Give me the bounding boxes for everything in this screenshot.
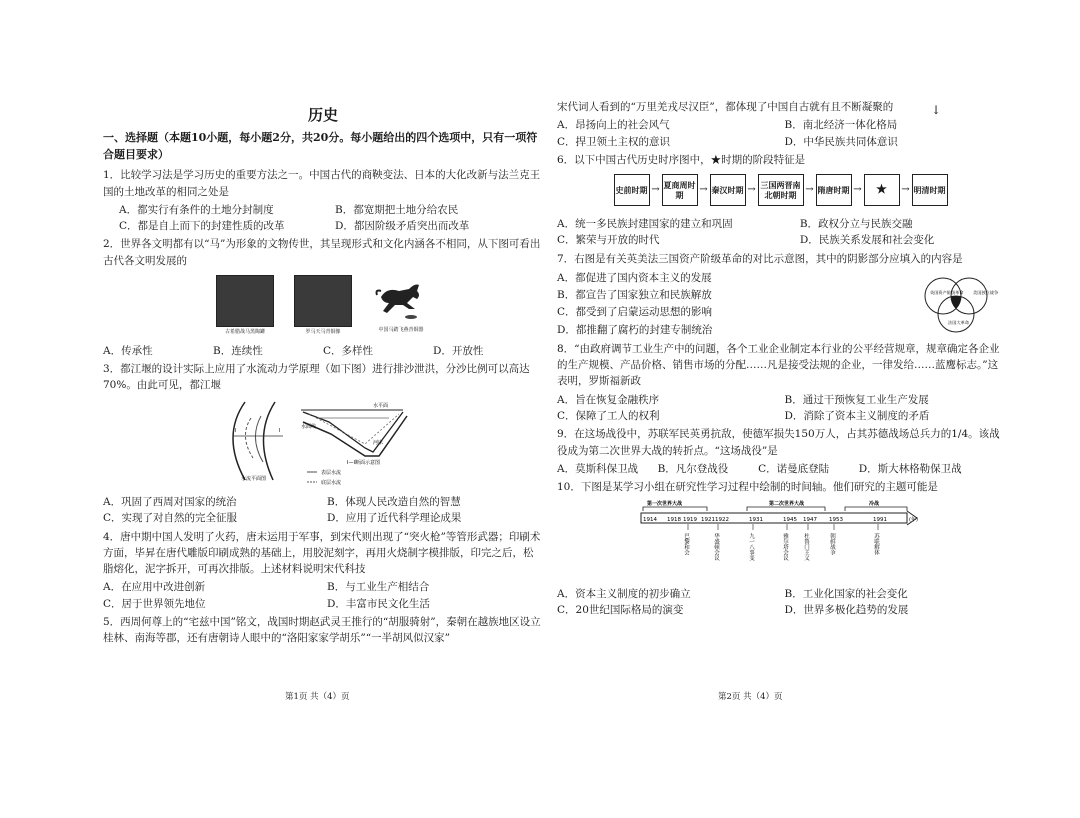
option-b: B．与工业生产相结合 [327, 581, 430, 594]
timeline-period: 三国两晋南北朝时期 [758, 174, 804, 206]
option-d: D．都因阶级矛盾突出而改革 [335, 220, 470, 233]
section-heading: 一、选择题（本题10小题，每小题2分，共20分。每小题给出的四个选项中，只有一项符合题目要求） [103, 131, 538, 162]
artifact-caption: 中国马踏飞燕青铜器 [378, 326, 424, 333]
plan-view-label: 水流平面图 [241, 475, 267, 482]
page-title: 历史 [307, 106, 338, 124]
section-label: I—I断面示意图 [347, 459, 380, 466]
question-4 [103, 529, 543, 612]
artifact-caption: 古希腊战马黑陶罐 [224, 328, 265, 335]
roman-horse-image [294, 275, 352, 327]
question-8 [557, 341, 1004, 424]
option-d: D．民族关系发展和社会变化 [799, 234, 935, 247]
option-a: A．巩固了西周对国家的统治 [103, 496, 237, 508]
timeline-period: 隋唐时期 [816, 174, 852, 206]
venn-label-france: 法国大革命 [947, 319, 969, 325]
question-10 [557, 479, 1004, 618]
option-d: D．中华民族共同体意识 [784, 135, 898, 148]
arrow-icon: → [699, 184, 708, 196]
option-c: C．诺曼底登陆 [758, 462, 830, 475]
option-a: A．传承性 [103, 344, 153, 357]
option-b: B．都宣告了国家独立和民族解放 [557, 289, 712, 302]
page-footer: 第1页 共（4）页 [285, 692, 350, 702]
river-bed-label: 河床 [373, 439, 384, 446]
event-label: 华盛顿会议 [713, 533, 719, 561]
water-surface-label: 水平面 [373, 402, 389, 409]
options [103, 343, 543, 359]
venn-label-usa: 美国独立战争 [972, 289, 998, 295]
option-b: B．连续性 [213, 344, 263, 357]
question-2 [103, 236, 543, 359]
horse-icon [373, 275, 429, 325]
option-b: B．体现人民改造自然的智慧 [327, 496, 461, 508]
question-5-continued: 宋代词人看到的“万里羌戎尽汉臣”，都体现了中国自古就有且不断凝聚的 [557, 101, 894, 113]
option-b: B．通过干预恢复工业生产发展 [784, 393, 929, 406]
option-c: C．20世纪国际格局的演变 [557, 603, 684, 616]
year-label: 1914 [643, 517, 657, 524]
question-stem: 2．世界各文明都有以“马”为形象的文物传世，其呈现形式和文化内涵各不相同，从下图可看出古代各文明发展的 [103, 238, 541, 267]
option-a: A．旨在恢复金融秩序 [557, 393, 660, 406]
artifact-figure [369, 275, 433, 335]
option-b: B．工业化国家的社会变化 [784, 587, 908, 600]
year-label: 1921 [701, 517, 715, 524]
option-a: A．都促进了国内资本主义的发展 [557, 271, 712, 284]
option-d: D．应用了近代科学理论成果 [327, 512, 462, 525]
option-a: A．在应用中改进创新 [103, 581, 206, 594]
option-c: C．居于世界领先地位 [103, 597, 206, 610]
option-d: D．开放性 [433, 344, 484, 357]
question-stem: 9．在这场战役中，苏联军民英勇抗敌，使德军损失150万人，占其苏德战场总兵力的1/4。该战役成为第二次世界大战的转折点。“这场战役”是 [557, 428, 1000, 457]
option-c: C．繁荣与开放的时代 [557, 234, 660, 247]
option-d: D．斯大林格勒保卫战 [858, 462, 962, 475]
svg-text:I: I [235, 427, 237, 434]
year-label: 1919 [683, 517, 697, 524]
event-label: 杜鲁门主义 [803, 533, 809, 561]
arrow-icon: → [651, 184, 660, 196]
horse-artifacts [103, 275, 543, 335]
revolution-venn-diagram [911, 272, 1003, 336]
timeline-star: ★ [864, 174, 900, 206]
bracket-ww1: 第一次世界大战 [647, 501, 683, 508]
question-6 [557, 152, 1004, 249]
option-c: C．多样性 [323, 344, 374, 357]
bottom-flow-legend: 底层水流 [321, 479, 342, 486]
margin-mark: ↓ [931, 103, 942, 117]
event-label: 九一八事变 [748, 533, 754, 561]
options [557, 216, 1004, 249]
event-label: 苏联解体 [873, 533, 879, 556]
question-stem: 7．右图是有关英美法三国资产阶级革命的对比示意图，其中的阴影部分应填入的内容是 [557, 252, 963, 265]
year-label: 1945 [783, 517, 797, 524]
year-label: 1931 [749, 517, 763, 524]
question-stem: 3．都江堰的设计实际上应用了水流动力学原理（如下图）进行排沙泄洪，分沙比例可以高达70%。由此可见，都江堰 [103, 363, 530, 392]
option-a: A．资本主义制度的初步确立 [557, 587, 691, 600]
option-d: D．丰富市民文化生活 [327, 597, 430, 610]
question-stem: 1．比较学习法是学习历史的重要方法之一。中国古代的商鞅变法、日本的大化改新与法兰克王国的土地改革的相同之处是 [103, 169, 541, 198]
options [103, 579, 543, 612]
timeline-period: 秦汉时期 [710, 174, 746, 206]
artifact-figure [213, 275, 277, 335]
question-stem: 6．以下中国古代历史时序图中，★时期的阶段特征是 [557, 153, 806, 166]
twentieth-century-timeline [557, 497, 1004, 579]
option-c: C．捍卫领土主权的意识 [557, 135, 671, 148]
year-label: 1991 [873, 517, 887, 524]
venn-label-britain: 英国资产阶级革命 [929, 289, 964, 295]
question-9 [557, 426, 1004, 477]
left-page [103, 104, 543, 648]
arrow-icon: → [747, 184, 756, 196]
options [119, 202, 543, 235]
year-label: 1918 [667, 517, 681, 524]
svg-text:(年): (年) [909, 517, 918, 524]
event-label: 巴黎和会 [683, 533, 689, 556]
question-7 [557, 251, 1004, 339]
year-label: 1947 [803, 517, 817, 524]
arrow-icon: → [901, 184, 910, 196]
page-footer: 第2页 共（4）页 [718, 692, 783, 702]
question-3 [103, 361, 543, 526]
option-a: A．莫斯科保卫战 [557, 462, 639, 475]
option-c: C．都受到了启蒙运动思想的影响 [557, 306, 713, 319]
option-d: D．都推翻了腐朽的封建专制统治 [557, 323, 713, 336]
option-c: C．实现了对自然的完全征服 [103, 512, 238, 525]
event-label: 朝鲜战争 [829, 533, 835, 556]
year-label: 1922 [715, 517, 729, 524]
option-b: B．南北经济一体化格局 [784, 119, 898, 132]
question-stem: 5．西周何尊上的“宅兹中国”铭文，战国时期赵武灵王推行的“胡服骑射”，秦朝在越族地区设立桂林、南海等郡，还有唐朝诗人眼中的“洛阳家家学胡乐”“一半胡风似汉家” [103, 615, 541, 645]
svg-text:I: I [279, 427, 281, 434]
question-5 [103, 614, 543, 647]
artifact-figure [291, 275, 355, 335]
greek-vase-image [216, 275, 274, 327]
arrow-icon: → [805, 184, 814, 196]
history-timeline [557, 174, 1004, 206]
options [103, 494, 543, 527]
option-b: B．凡尔登战役 [657, 462, 729, 475]
event-label: 雅尔塔会议 [782, 533, 788, 561]
water-level-label: 水面线 [301, 423, 317, 430]
artifact-caption: 罗马天马青铜像 [305, 328, 341, 335]
options [557, 117, 1004, 150]
options [557, 461, 1004, 477]
year-label: 1953 [829, 517, 843, 524]
timeline-period: 史前时期 [614, 174, 650, 206]
option-d: D．消除了资本主义制度的矛盾 [784, 409, 930, 422]
right-page [557, 97, 1004, 619]
options [557, 392, 1004, 425]
arrow-icon: → [853, 184, 862, 196]
option-c: C．保障了工人的权利 [557, 409, 660, 422]
option-b: B．都宽期把土地分给农民 [335, 203, 459, 216]
timeline-period: 明清时期 [912, 174, 948, 206]
option-c: C．都是自上而下的封建性质的改革 [119, 220, 285, 233]
options [557, 586, 1004, 619]
bracket-cold-war: 冷战 [869, 501, 880, 508]
timeline-period: 夏商周时期 [662, 174, 698, 206]
dujiangyan-diagram [103, 396, 543, 488]
option-d: D．世界多极化趋势的发展 [784, 603, 909, 616]
option-a: A．都实行有条件的土地分封制度 [119, 203, 274, 216]
question-stem: 8．“由政府调节工业生产中的问题，各个工业企业制定本行业的公平经营规章，规章确定各企业的生产规模、产品价格、销售市场的分配……凡是接受法规的企业，一律发给……蓝鹰标志。”这表明，罗斯福新政 [557, 342, 1000, 388]
option-a: A．统一多民族封建国家的建立和巩固 [557, 218, 733, 231]
option-a: A．昂扬向上的社会风气 [557, 119, 670, 132]
question-stem: 4．唐中期中国人发明了火药，唐末运用于军事，到宋代则出现了“突火枪”等管形武器；印刷术方面，毕昇在唐代雕版印刷成熟的基础上，用胶泥刻字，再用火烧制字模排版，印完之后，松脂熔化，泥字拆开，可再次排版。上述材料说明宋代科技 [103, 530, 541, 576]
flying-horse-image [373, 275, 429, 325]
surface-flow-legend: 表层水流 [321, 469, 342, 476]
question-stem: 10．下图是某学习小组在研究性学习过程中绘制的时间轴。他们研究的主题可能是 [557, 481, 938, 494]
question-1 [103, 167, 543, 234]
option-b: B．政权分立与民族交融 [799, 218, 913, 231]
bracket-ww2: 第二次世界大战 [769, 501, 805, 508]
